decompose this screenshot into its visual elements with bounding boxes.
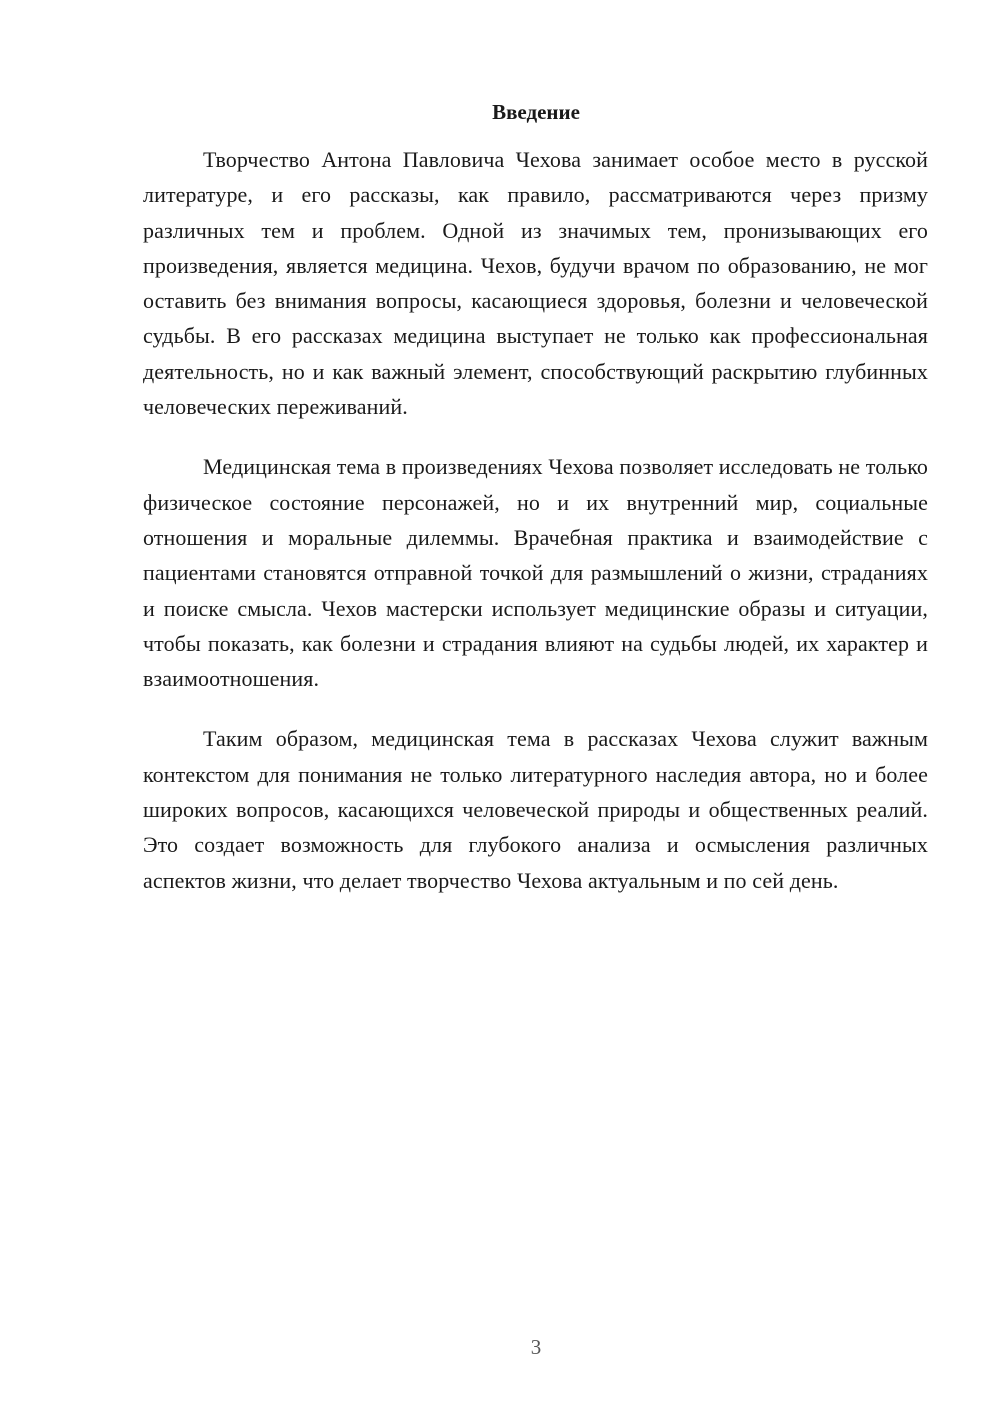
page-number: 3 (530, 1335, 542, 1359)
section-heading: Введение (492, 100, 580, 124)
paragraph-1: Творчество Антона Павловича Чехова занимает особое место в русской литературе, и его рассказы, как правило, рассматриваются через призму различных тем и проблем. Одной из значимых тем, пронизывающих его произведения, является медицина. Чехов, будучи врачом по образованию, не мог оставить без внимания вопросы, касающиеся здоровья, болезни и человеческой судьбы. В его рассказах медицина выступает не только как профессиональная деятельность, но и как важный элемент, способствующий раскрытию глубинных человеческих переживаний. (143, 147, 928, 420)
paragraph-2: Медицинская тема в произведениях Чехова позволяет исследовать не только физическое состояние персонажей, но и их внутренний мир, социальные отношения и моральные дилеммы. Врачебная практика и взаимодействие с пациентами становятся отправной точкой для размышлений о жизни, страданиях и поиске смысла. Чехов мастерски использует медицинские образы и ситуации, чтобы показать, как болезни и страдания влияют на судьбы людей, их характер и взаимоотношения. (143, 454, 928, 692)
paragraph-3: Таким образом, медицинская тема в рассказах Чехова служит важным контекстом для понимания не только литературного наследия автора, но и более широких вопросов, касающихся человеческой природы и общественных реалий. Это создает возможность для глубокого анализа и осмысления различных аспектов жизни, что делает творчество Чехова актуальным и по сей день. (143, 726, 928, 893)
body-text (143, 142, 928, 923)
